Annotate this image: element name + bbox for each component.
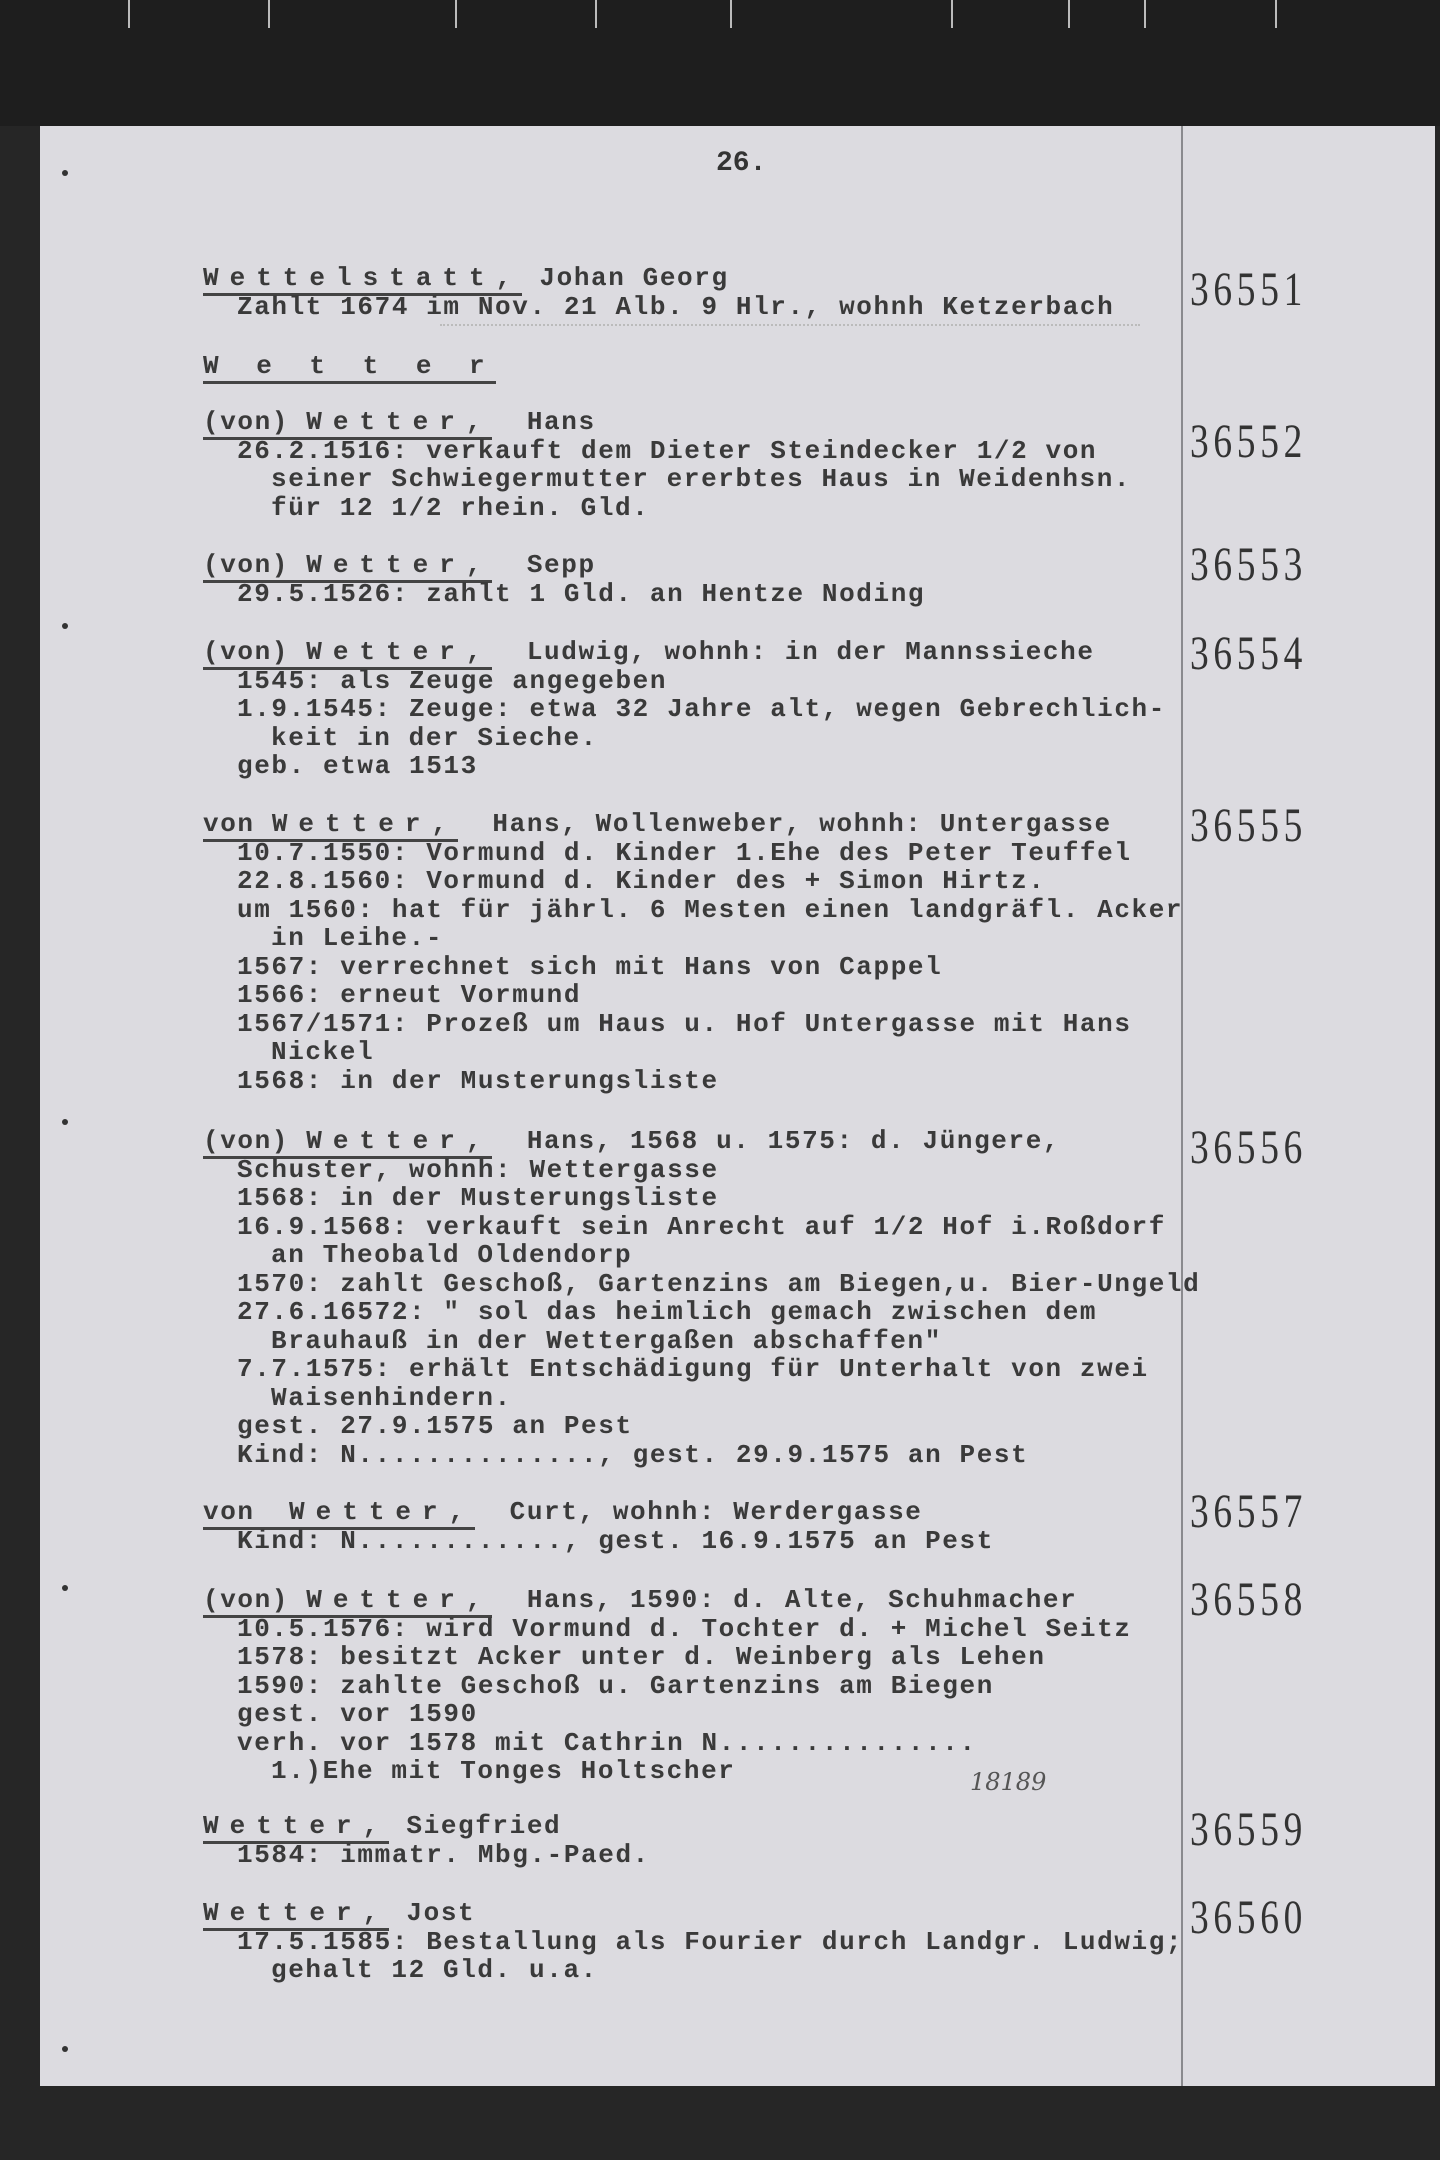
entry-line: 1590: zahlte Geschoß u. Gartenzins am Biegen: [237, 1670, 994, 1701]
entry-line: 1.)Ehe mit Tonges Holtscher: [271, 1756, 736, 1786]
entry-line: Kind: N............, gest. 16.9.1575 an Pest: [237, 1525, 994, 1556]
given-name: Jost: [389, 1898, 476, 1928]
name-prefix: (von): [203, 407, 307, 437]
entry-line: 7.7.1575: erhält Entschädigung für Unterhalt von zwei: [237, 1354, 1149, 1384]
entry-line: 29.5.1526: zahlt 1 Gld. an Hentze Noding: [237, 578, 926, 609]
strip-tick: [1275, 0, 1277, 28]
entry-line: Schuster, wohnh: Wettergasse: [237, 1154, 719, 1185]
entry-line: 27.6.16572: " sol das heimlich gemach zwischen dem: [237, 1297, 1098, 1327]
entry-line: geb. etwa 1513: [237, 751, 478, 781]
name-prefix: (von): [203, 1585, 307, 1615]
entry-line: Waisenhindern.: [271, 1382, 512, 1413]
entry-heading: [203, 1127, 1200, 1156]
entry: [203, 551, 925, 608]
entry-number: 36553: [1190, 538, 1307, 591]
page-number: 26.: [716, 148, 767, 179]
entry: [203, 264, 1114, 321]
entry: [203, 1127, 1200, 1469]
document-page: [40, 126, 1435, 2086]
entry: [203, 1812, 650, 1869]
entry-line: Brauhauß in der Wettergaßen abschaffen": [271, 1325, 942, 1356]
entry-line: gest. 27.9.1575 an Pest: [237, 1411, 633, 1441]
entry-line: Kind: N.............., gest. 29.9.1575 an Pest: [237, 1439, 1029, 1470]
entry-heading: [203, 1498, 994, 1527]
entry-number: 36551: [1190, 263, 1307, 316]
strip-tick: [730, 0, 732, 28]
entry-line: 1566: erneut Vormund: [237, 980, 582, 1010]
punch-dot: [62, 1585, 68, 1591]
entry-heading: [203, 810, 1183, 839]
entry-line: für 12 1/2 rhein. Gld.: [271, 492, 650, 523]
punch-dot: [62, 1119, 68, 1125]
entry: [203, 1586, 1132, 1786]
entry-heading: [203, 638, 1166, 667]
strip-tick: [951, 0, 953, 28]
faint-dotted-line: [440, 324, 1140, 326]
scanner-strip: [0, 0, 1440, 126]
given-name: Hans: [492, 407, 596, 437]
given-name: Siegfried: [389, 1811, 562, 1841]
punch-dot: [62, 2046, 68, 2052]
entry-number: 36560: [1190, 1891, 1307, 1944]
entry-line: 1568: in der Musterungsliste: [237, 1183, 719, 1213]
name-prefix: (von): [203, 1126, 307, 1156]
section-heading: W e t t e r: [203, 351, 496, 384]
entry-number: 36555: [1190, 799, 1307, 852]
given-name: Curt, wohnh: Werdergasse: [475, 1497, 923, 1527]
surname: Wetter,: [306, 407, 493, 437]
surname: Wetter,: [306, 550, 493, 580]
name-prefix: von: [203, 1497, 290, 1527]
entry-number: 36554: [1190, 627, 1307, 680]
entry-number: 36556: [1190, 1121, 1307, 1174]
strip-tick: [128, 0, 130, 28]
entry: [203, 638, 1166, 781]
entry-line: 1567/1571: Prozeß um Haus u. Hof Untergasse mit Hans: [237, 1008, 1132, 1039]
entry-line: Zahlt 1674 im Nov. 21 Alb. 9 Hlr., wohnh Ketzerbach: [237, 291, 1115, 322]
entry: [203, 1498, 994, 1555]
given-name: Hans, 1568 u. 1575: d. Jüngere,: [492, 1126, 1061, 1156]
name-prefix: von: [203, 809, 272, 839]
entry-line: 17.5.1585: Bestallung als Fourier durch Landgr. Ludwig;: [237, 1926, 1184, 1957]
punch-dot: [62, 623, 68, 629]
entry-line: 1584: immatr. Mbg.-Paed.: [237, 1839, 650, 1870]
entry-line: 1567: verrechnet sich mit Hans von Cappel: [237, 951, 943, 982]
surname: Wetter,: [306, 637, 493, 667]
entry-heading: [203, 264, 1114, 293]
punch-dot: [62, 170, 68, 176]
entry-line: 1545: als Zeuge angegeben: [237, 665, 668, 696]
entry-line: 22.8.1560: Vormund d. Kinder des + Simon Hirtz.: [237, 866, 1046, 896]
surname: Wetter,: [203, 1811, 390, 1841]
handwritten-note: 18189: [970, 1768, 1047, 1796]
given-name: Sepp: [492, 550, 596, 580]
surname: Wetter,: [203, 1898, 390, 1928]
entry-line: 16.9.1568: verkauft sein Anrecht auf 1/2 Hof i.Roßdorf: [237, 1211, 1166, 1242]
strip-tick: [595, 0, 597, 28]
entry-line: 10.5.1576: wird Vormund d. Tochter d. + Michel Seitz: [237, 1613, 1132, 1644]
entry-line: 1570: zahlt Geschoß, Gartenzins am Biegen,u. Bier-Ungeld: [237, 1268, 1201, 1299]
entry-line: verh. vor 1578 mit Cathrin N...............: [237, 1727, 977, 1758]
entry-line: gehalt 12 Gld. u.a.: [271, 1955, 598, 1985]
entry-line: seiner Schwiegermutter ererbtes Haus in Weidenhsn.: [271, 464, 1132, 494]
entry-line: 1578: besitzt Acker unter d. Weinberg als Lehen: [237, 1642, 1046, 1672]
entry-line: 1568: in der Musterungsliste: [237, 1065, 719, 1096]
entry-line: keit in der Sieche.: [271, 722, 598, 753]
entry: [203, 1899, 1183, 1985]
margin-rule: [1181, 126, 1183, 2086]
entry-heading: [203, 1812, 650, 1841]
entry-line: gest. vor 1590: [237, 1699, 478, 1729]
entry-number: 36552: [1190, 415, 1307, 468]
entry-line: Nickel: [271, 1037, 375, 1067]
entry-number: 36557: [1190, 1485, 1307, 1538]
entry-number: 36559: [1190, 1803, 1307, 1856]
surname: Wetter,: [306, 1585, 493, 1615]
given-name: Ludwig, wohnh: in der Mannssieche: [492, 637, 1095, 667]
entry-line: 1.9.1545: Zeuge: etwa 32 Jahre alt, wegen Gebrechlich-: [237, 694, 1166, 724]
surname: Wetter,: [271, 809, 459, 839]
strip-tick: [1144, 0, 1146, 28]
entry-heading: [203, 551, 925, 580]
entry-line: in Leihe.-: [271, 923, 444, 953]
surname: Wetter,: [289, 1497, 476, 1527]
entry-line: 26.2.1516: verkauft dem Dieter Steindecker 1/2 von: [237, 435, 1098, 466]
entry-heading: [203, 408, 1131, 437]
surname: Wettelstatt,: [203, 263, 523, 293]
entry-line: um 1560: hat für jährl. 6 Mesten einen landgräfl. Acker: [237, 894, 1184, 925]
entry-line: 10.7.1550: Vormund d. Kinder 1.Ehe des Peter Teuffel: [237, 837, 1132, 868]
surname: Wetter,: [306, 1126, 493, 1156]
entry-line: an Theobald Oldendorp: [271, 1240, 633, 1270]
strip-tick: [455, 0, 457, 28]
given-name: Hans, 1590: d. Alte, Schuhmacher: [492, 1585, 1078, 1615]
entry-heading: [203, 1899, 1183, 1928]
entry-heading: [203, 1586, 1132, 1615]
strip-tick: [268, 0, 270, 28]
name-prefix: (von): [203, 637, 307, 667]
entry: [203, 408, 1131, 522]
entry-number: 36558: [1190, 1573, 1307, 1626]
strip-tick: [1068, 0, 1070, 28]
given-name: Hans, Wollenweber, wohnh: Untergasse: [458, 809, 1112, 839]
given-name: Johan Georg: [522, 263, 729, 293]
name-prefix: (von): [203, 550, 307, 580]
entry: [203, 810, 1183, 1095]
